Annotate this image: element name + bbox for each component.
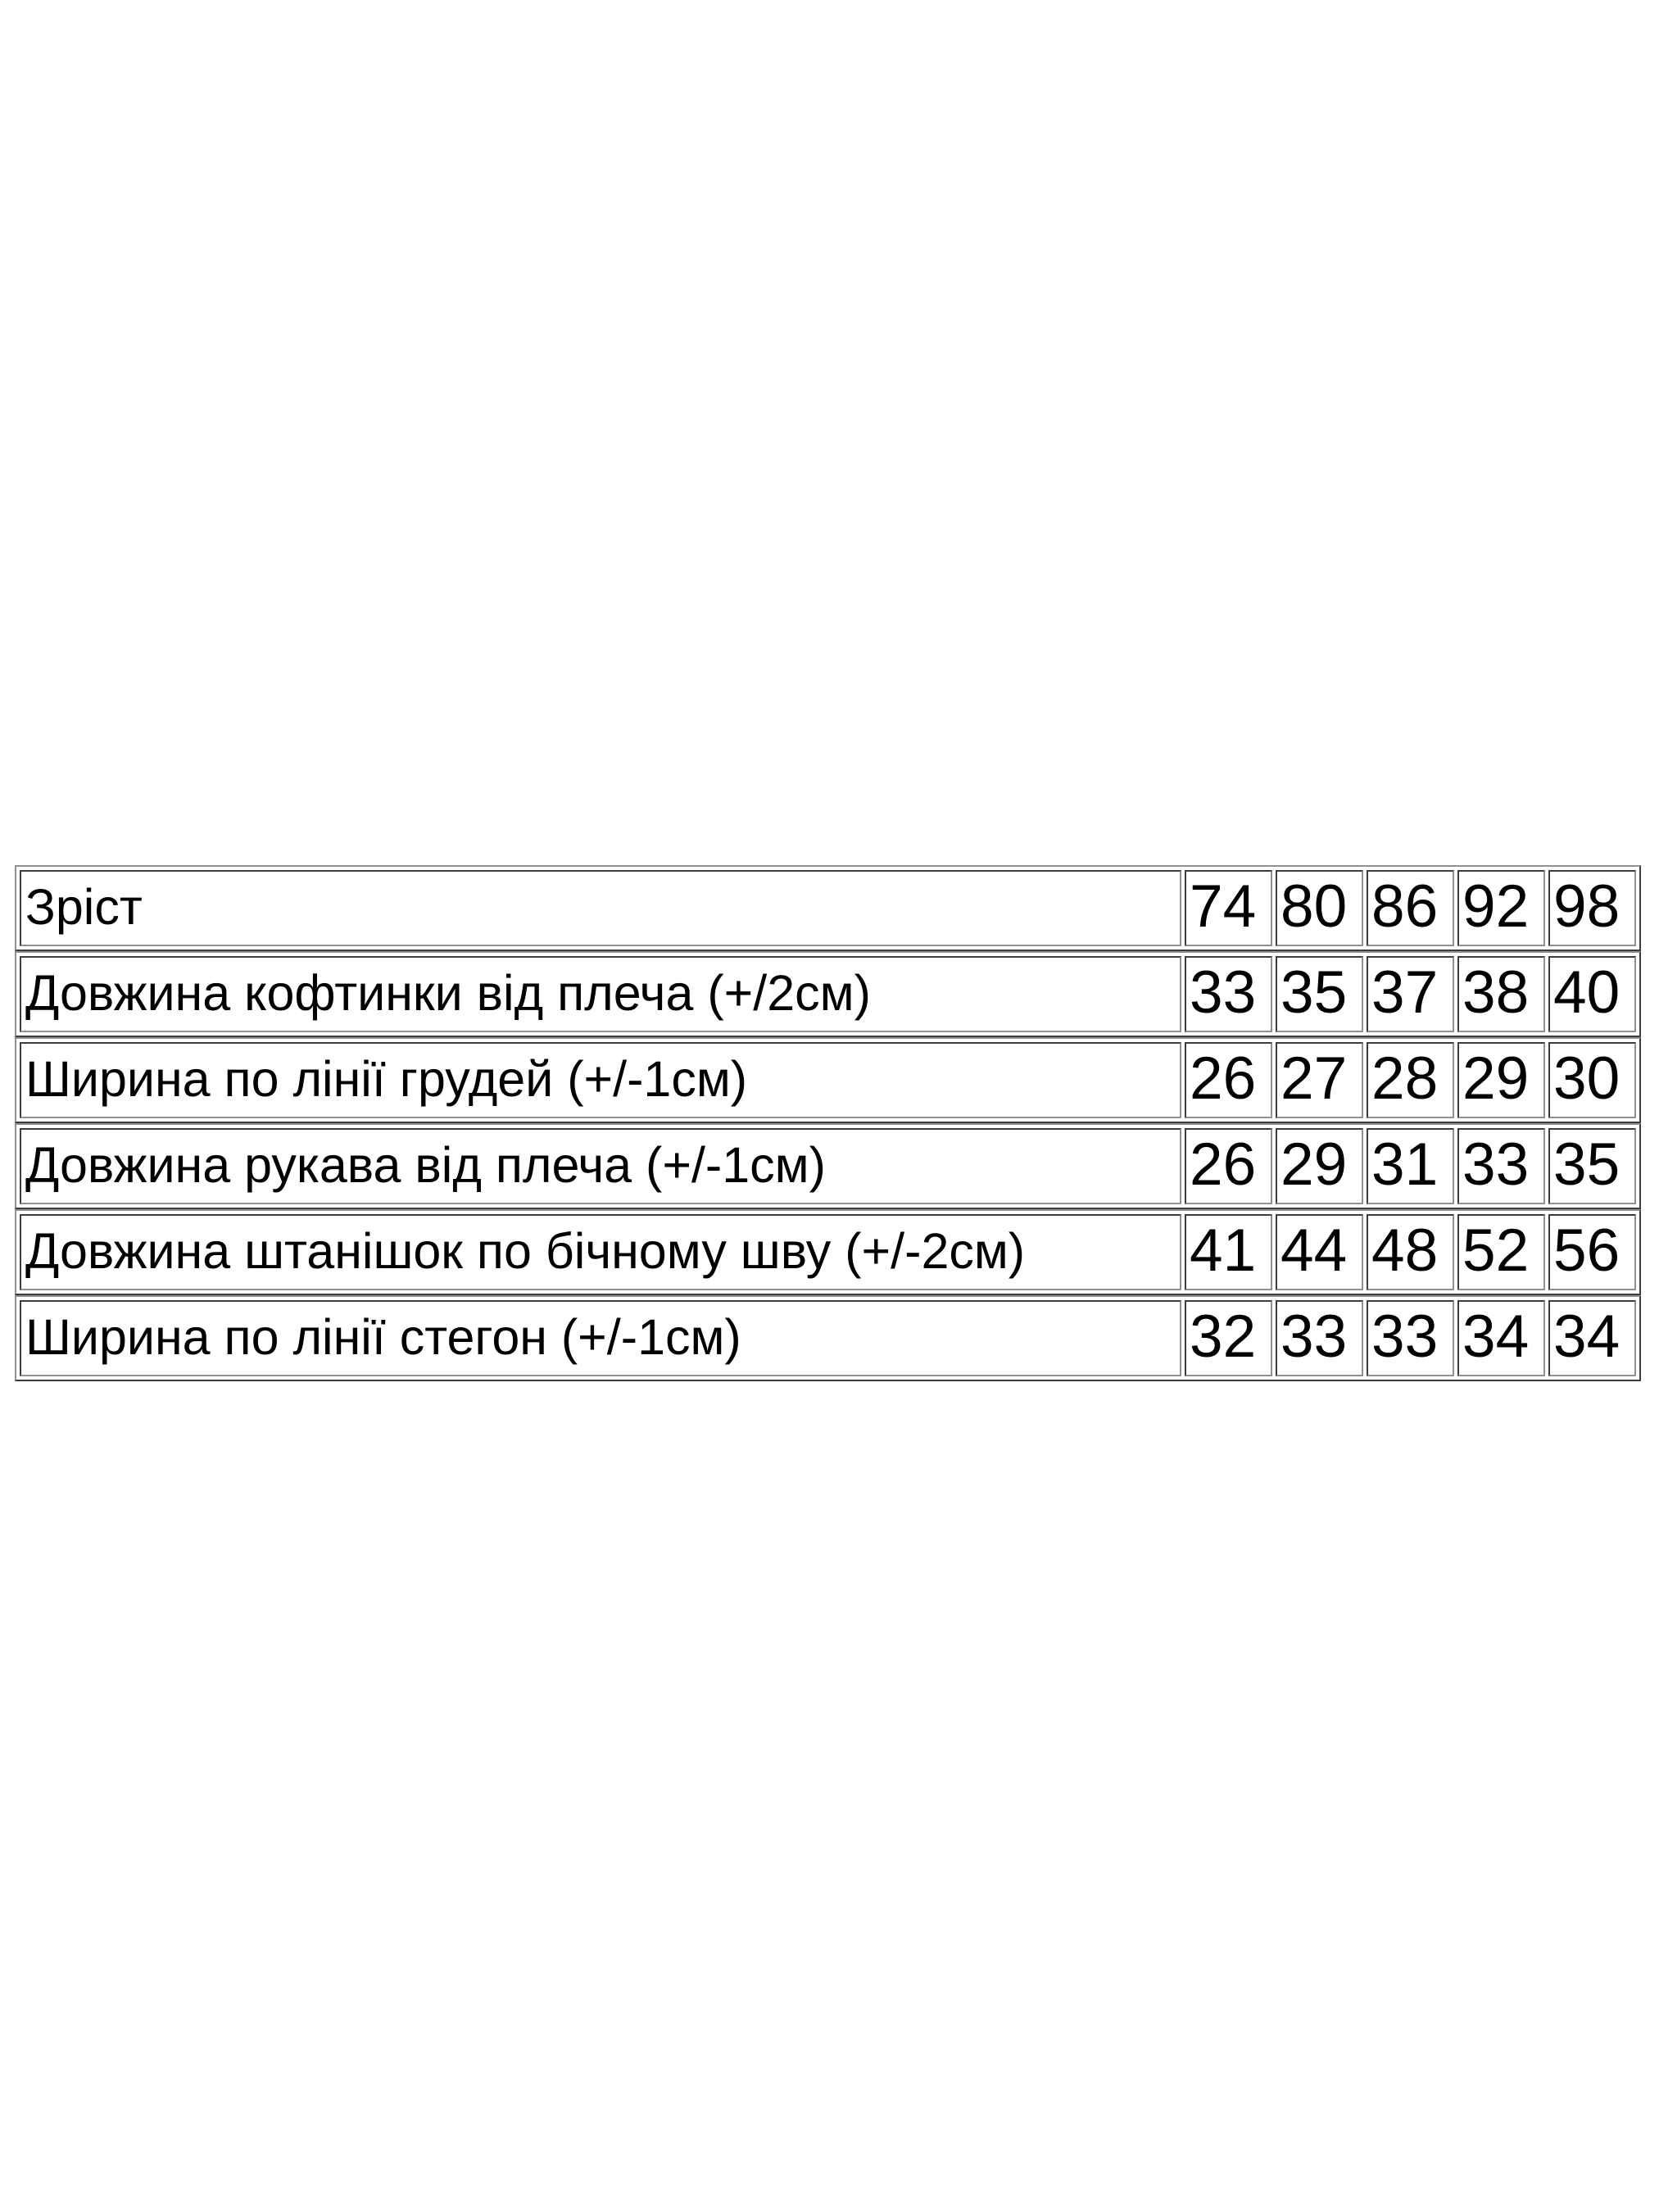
size-value: 80 — [1276, 870, 1363, 946]
size-value: 27 — [1276, 1042, 1363, 1118]
size-value: 33 — [1185, 956, 1272, 1032]
row-label: Ширина по лінії грудей (+/-1см) — [20, 1042, 1181, 1118]
size-value: 48 — [1367, 1214, 1454, 1290]
size-value: 28 — [1367, 1042, 1454, 1118]
table-row-top-length — [15, 951, 1641, 1037]
size-value: 29 — [1276, 1128, 1363, 1204]
size-value: 40 — [1548, 956, 1636, 1032]
size-value: 41 — [1185, 1214, 1272, 1290]
size-value: 74 — [1185, 870, 1272, 946]
size-value: 26 — [1185, 1042, 1272, 1118]
table-row-hip-width — [15, 1295, 1641, 1381]
table-row-chest-width — [15, 1037, 1641, 1123]
size-value: 86 — [1367, 870, 1454, 946]
size-value: 44 — [1276, 1214, 1363, 1290]
size-value: 35 — [1276, 956, 1363, 1032]
size-value: 98 — [1548, 870, 1636, 946]
table-row-sleeve-length — [15, 1123, 1641, 1209]
row-label: Зріст — [20, 870, 1181, 946]
size-value: 34 — [1457, 1300, 1545, 1376]
size-value: 26 — [1185, 1128, 1272, 1204]
row-label: Довжина рукава від плеча (+/-1см) — [20, 1128, 1181, 1204]
size-value: 31 — [1367, 1128, 1454, 1204]
size-value: 56 — [1548, 1214, 1636, 1290]
size-value: 32 — [1185, 1300, 1272, 1376]
size-value: 33 — [1457, 1128, 1545, 1204]
row-label: Довжина кофтинки від плеча (+/2см) — [20, 956, 1181, 1032]
size-value: 38 — [1457, 956, 1545, 1032]
row-label: Ширина по лінії стегон (+/-1см) — [20, 1300, 1181, 1376]
size-value: 34 — [1548, 1300, 1636, 1376]
size-value: 52 — [1457, 1214, 1545, 1290]
size-chart-table — [15, 865, 1641, 1381]
size-value: 37 — [1367, 956, 1454, 1032]
size-value: 35 — [1548, 1128, 1636, 1204]
table-row-height — [15, 865, 1641, 951]
size-value: 92 — [1457, 870, 1545, 946]
row-label: Довжина штанішок по бічному шву (+/-2см) — [20, 1214, 1181, 1290]
table-row-pants-length — [15, 1209, 1641, 1295]
size-value: 30 — [1548, 1042, 1636, 1118]
size-value: 33 — [1276, 1300, 1363, 1376]
size-value: 33 — [1367, 1300, 1454, 1376]
size-value: 29 — [1457, 1042, 1545, 1118]
